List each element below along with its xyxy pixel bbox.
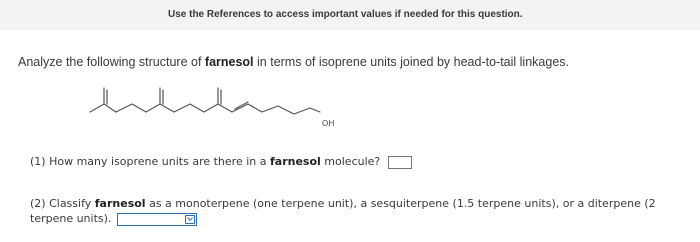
isoprene-count-input[interactable] xyxy=(388,156,412,169)
q2-compound-name: farnesol xyxy=(94,197,146,210)
q2-text-part1: (2) Classify xyxy=(30,197,95,210)
bond-chain xyxy=(116,104,160,112)
question-1 xyxy=(30,155,412,169)
references-banner xyxy=(0,0,700,30)
bond-chain xyxy=(294,108,320,114)
terpene-class-select[interactable] xyxy=(117,213,197,226)
hydroxyl-label: OH xyxy=(322,119,335,128)
question-prompt xyxy=(18,55,569,69)
question-2 xyxy=(30,196,690,226)
q1-text-before: (1) How many isoprene units are there in a xyxy=(30,155,270,168)
bond-chain xyxy=(90,104,116,112)
bond-chain xyxy=(218,104,294,114)
references-note: Use the References to access important values if needed for this question. xyxy=(168,9,523,20)
prompt-text-after: in terms of isoprene units joined by head-to-tail linkages. xyxy=(253,55,569,69)
farnesol-structure xyxy=(88,82,338,122)
q2-text-part2: as a monoterpene (one terpene unit), a sesquiterpene (1.5 terpene units), or a diterpene (2 terpene units). xyxy=(30,197,656,225)
prompt-text-before: Analyze the following structure of xyxy=(18,55,205,69)
chevron-down-icon xyxy=(185,215,195,224)
prompt-compound-name: farnesol xyxy=(204,55,254,69)
q1-compound-name: farnesol xyxy=(269,155,321,168)
bond-chain xyxy=(160,104,218,112)
q1-text-after: molecule? xyxy=(320,155,381,168)
